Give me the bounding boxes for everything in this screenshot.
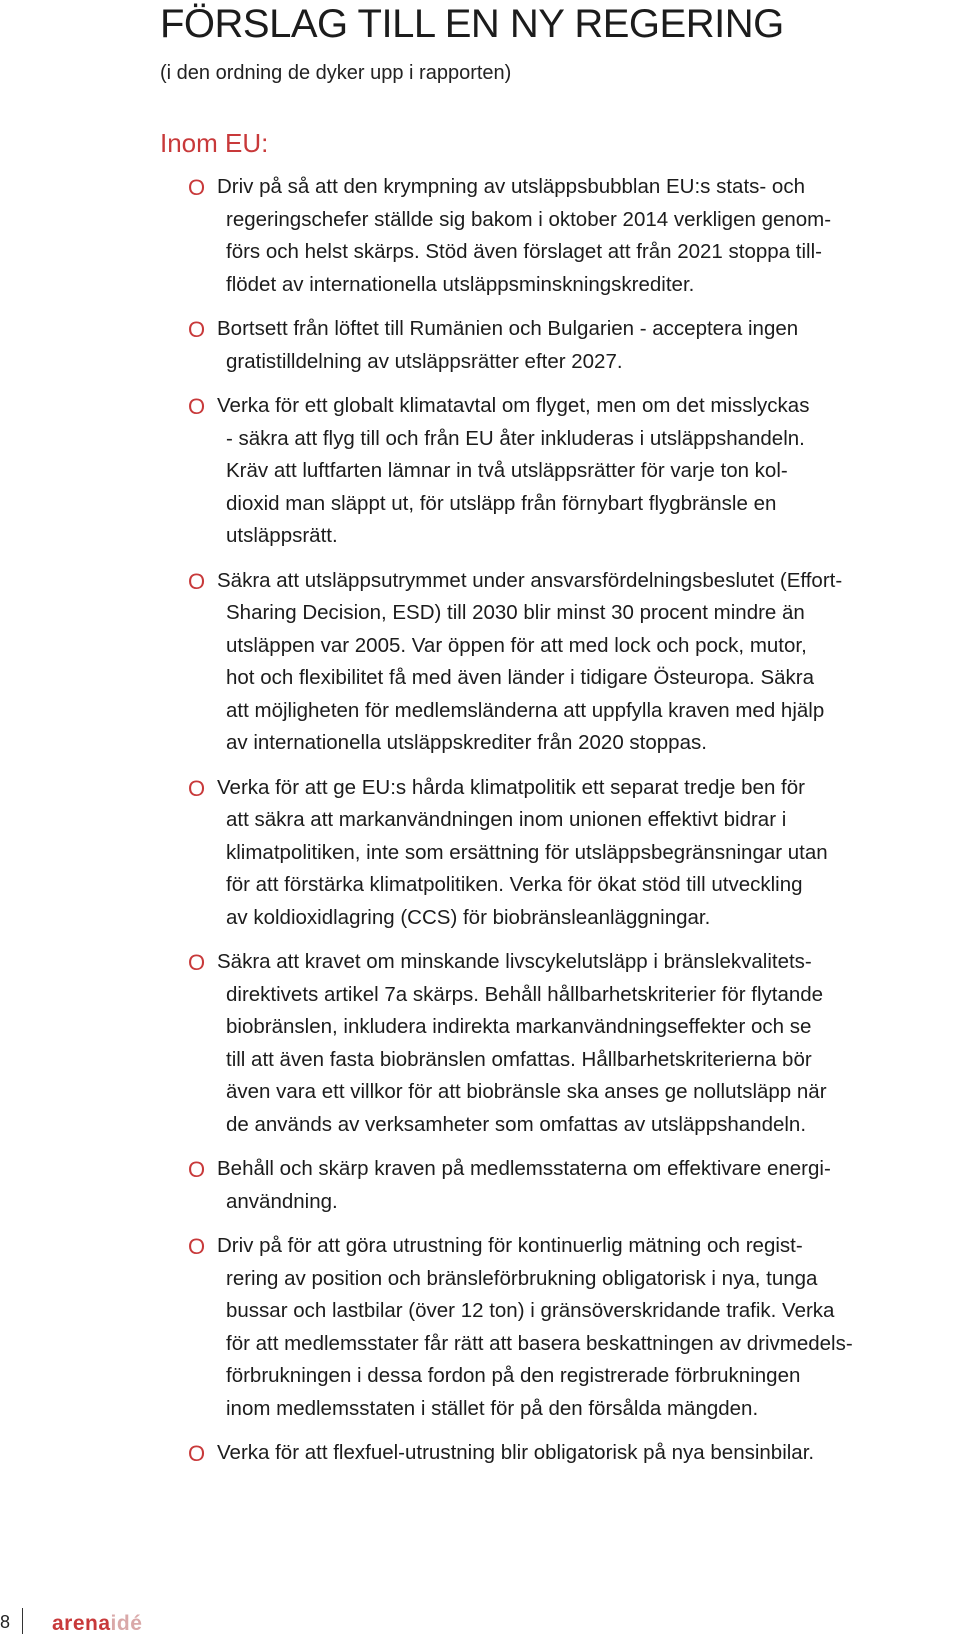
bullet-text-line: - säkra att flyg till och från EU åter inkluderas i utsläppshandeln. [226, 426, 805, 450]
bullet-marker-icon: O [188, 1234, 206, 1259]
bullet-text-line: direktivets artikel 7a skärps. Behåll hållbarhetskriterier för flytande [226, 982, 824, 1006]
bullet-text-line: att möjligheten för medlemsländerna att uppfylla kraven med hjälp [226, 698, 825, 722]
bullet-text-line: till att även fasta biobränslen omfattas. Hållbarhetskriterierna bör [226, 1047, 812, 1071]
bullet-item [188, 1437, 960, 1470]
bullet-text-line: Verka för att ge EU:s hårda klimatpolitik ett separat tredje ben för [217, 775, 805, 799]
bullet-item [188, 390, 960, 553]
bullet-text-line: av internationella utsläppskrediter från 2020 stoppas. [226, 731, 707, 754]
page-subtitle: (i den ordning de dyker upp i rapporten) [160, 62, 512, 84]
bullet-marker-icon: O [188, 775, 206, 801]
bullet-text-line: Sharing Decision, ESD) till 2030 blir minst 30 procent mindre än [226, 601, 805, 624]
bullet-item [188, 171, 960, 301]
bullet-text-line: Driv på för att göra utrustning för kontinuerlig mätning och regist- [217, 1234, 803, 1257]
bullet-marker-icon: O [188, 1441, 206, 1466]
bullet-text-line: användning. [226, 1189, 338, 1213]
bullet-marker-icon: O [188, 394, 206, 419]
bullet-marker-icon: O [188, 317, 206, 342]
bullet-text-line: förs och helst skärps. Stöd även förslaget att från 2021 stoppa till- [226, 240, 822, 263]
bullet-text-line: bussar och lastbilar (över 12 ton) i gränsöverskridande trafik. Verka [226, 1299, 835, 1322]
logo-light-text: idé [110, 1612, 143, 1635]
bullet-text [217, 1230, 960, 1425]
bullet-text-line: för att förstärka klimatpolitiken. Verka för ökat stöd till utveckling [226, 873, 803, 896]
bullet-text-line: inom medlemsstaten i stället för på den försålda mängden. [226, 1396, 759, 1420]
bullet-marker-icon: O [188, 568, 206, 594]
bullet-item [188, 946, 960, 1141]
bullet-text-line: Säkra att kravet om minskande livscykelutsläpp i bränslekvalitets- [217, 950, 812, 973]
bullet-marker-icon: O [188, 175, 206, 200]
bullet-text-line: de används av verksamheter som omfattas av utsläppshandeln. [226, 1112, 807, 1136]
page-title: FÖRSLAG TILL EN NY REGERING [160, 2, 784, 46]
bullet-item [188, 313, 960, 378]
bullet-text-line: att säkra att markanvändningen inom unionen effektivt bidrar i [226, 808, 787, 831]
arenaide-logo [52, 1612, 142, 1636]
bullet-text-line: dioxid man släppt ut, för utsläpp från förnybart flygbränsle en [226, 491, 777, 515]
bullet-text-line: för att medlemsstater får rätt att basera beskattningen av drivmedels- [226, 1331, 853, 1355]
bullet-item [188, 772, 960, 935]
bullet-text-line: regeringschefer ställde sig bakom i oktober 2014 verkligen genom- [226, 207, 832, 231]
bullet-text-line: Bortsett från löftet till Rumänien och Bulgarien - acceptera ingen [217, 317, 799, 340]
bullet-text-line: Kräv att luftfarten lämnar in två utsläppsrätter för varje ton kol- [226, 459, 788, 482]
bullet-item [188, 1230, 960, 1425]
bullet-item [188, 565, 960, 760]
bullet-text-line: flödet av internationella utsläppsminskningskrediter. [226, 272, 695, 296]
page-number: 8 [0, 1612, 11, 1632]
bullet-text-line: Säkra att utsläppsutrymmet under ansvarsfördelningsbeslutet (Effort- [217, 568, 843, 592]
bullet-text-line: klimatpolitiken, inte som ersättning för utsläppsbegränsningar utan [226, 840, 828, 864]
bullet-text-line: rering av position och bränsleförbrukning obligatorisk i nya, tunga [226, 1266, 818, 1290]
bullet-text-line: gratistilldelning av utsläppsrätter efter 2027. [226, 349, 623, 373]
bullet-text-line: hot och flexibilitet få med även länder i tidigare Östeuropa. Säkra [226, 666, 814, 689]
bullet-item [188, 1153, 960, 1218]
bullet-list [188, 171, 960, 1470]
bullet-text-line: utsläppsrätt. [226, 524, 338, 547]
bullet-text-line: Verka för ett globalt klimatavtal om flyget, men om det misslyckas [217, 394, 810, 417]
bullet-text-line: Behåll och skärp kraven på medlemsstaterna om effektivare energi- [217, 1157, 831, 1180]
bullet-text [217, 171, 960, 301]
bullet-text-line: biobränslen, inkludera indirekta markanvändningseffekter och se [226, 1015, 812, 1038]
section-heading: Inom EU: [160, 128, 269, 158]
bullet-marker-icon: O [188, 950, 206, 975]
footer-divider [22, 1608, 23, 1634]
bullet-marker-icon: O [188, 1157, 206, 1182]
bullet-text-line: förbrukningen i dessa fordon på den registrerade förbrukningen [226, 1364, 801, 1387]
bullet-text [217, 1437, 960, 1470]
bullet-text [217, 390, 960, 553]
bullet-text [217, 313, 960, 378]
bullet-text-line: utsläppen var 2005. Var öppen för att med lock och pock, mutor, [226, 633, 807, 657]
bullet-text-line: Driv på så att den krympning av utsläppsbubblan EU:s stats- och [217, 175, 805, 198]
bullet-text [217, 1153, 960, 1218]
bullet-text [217, 565, 960, 760]
bullet-text-line: även vara ett villkor för att biobränsle ska anses ge nollutsläpp när [226, 1080, 827, 1103]
bullet-text-line: Verka för att flexfuel-utrustning blir obligatorisk på nya bensinbilar. [217, 1441, 815, 1464]
bullet-text [217, 772, 960, 935]
bullet-text-line: av koldioxidlagring (CCS) för biobränsleanläggningar. [226, 905, 711, 929]
bullet-text [217, 946, 960, 1141]
logo-main-text: arena [52, 1612, 111, 1635]
